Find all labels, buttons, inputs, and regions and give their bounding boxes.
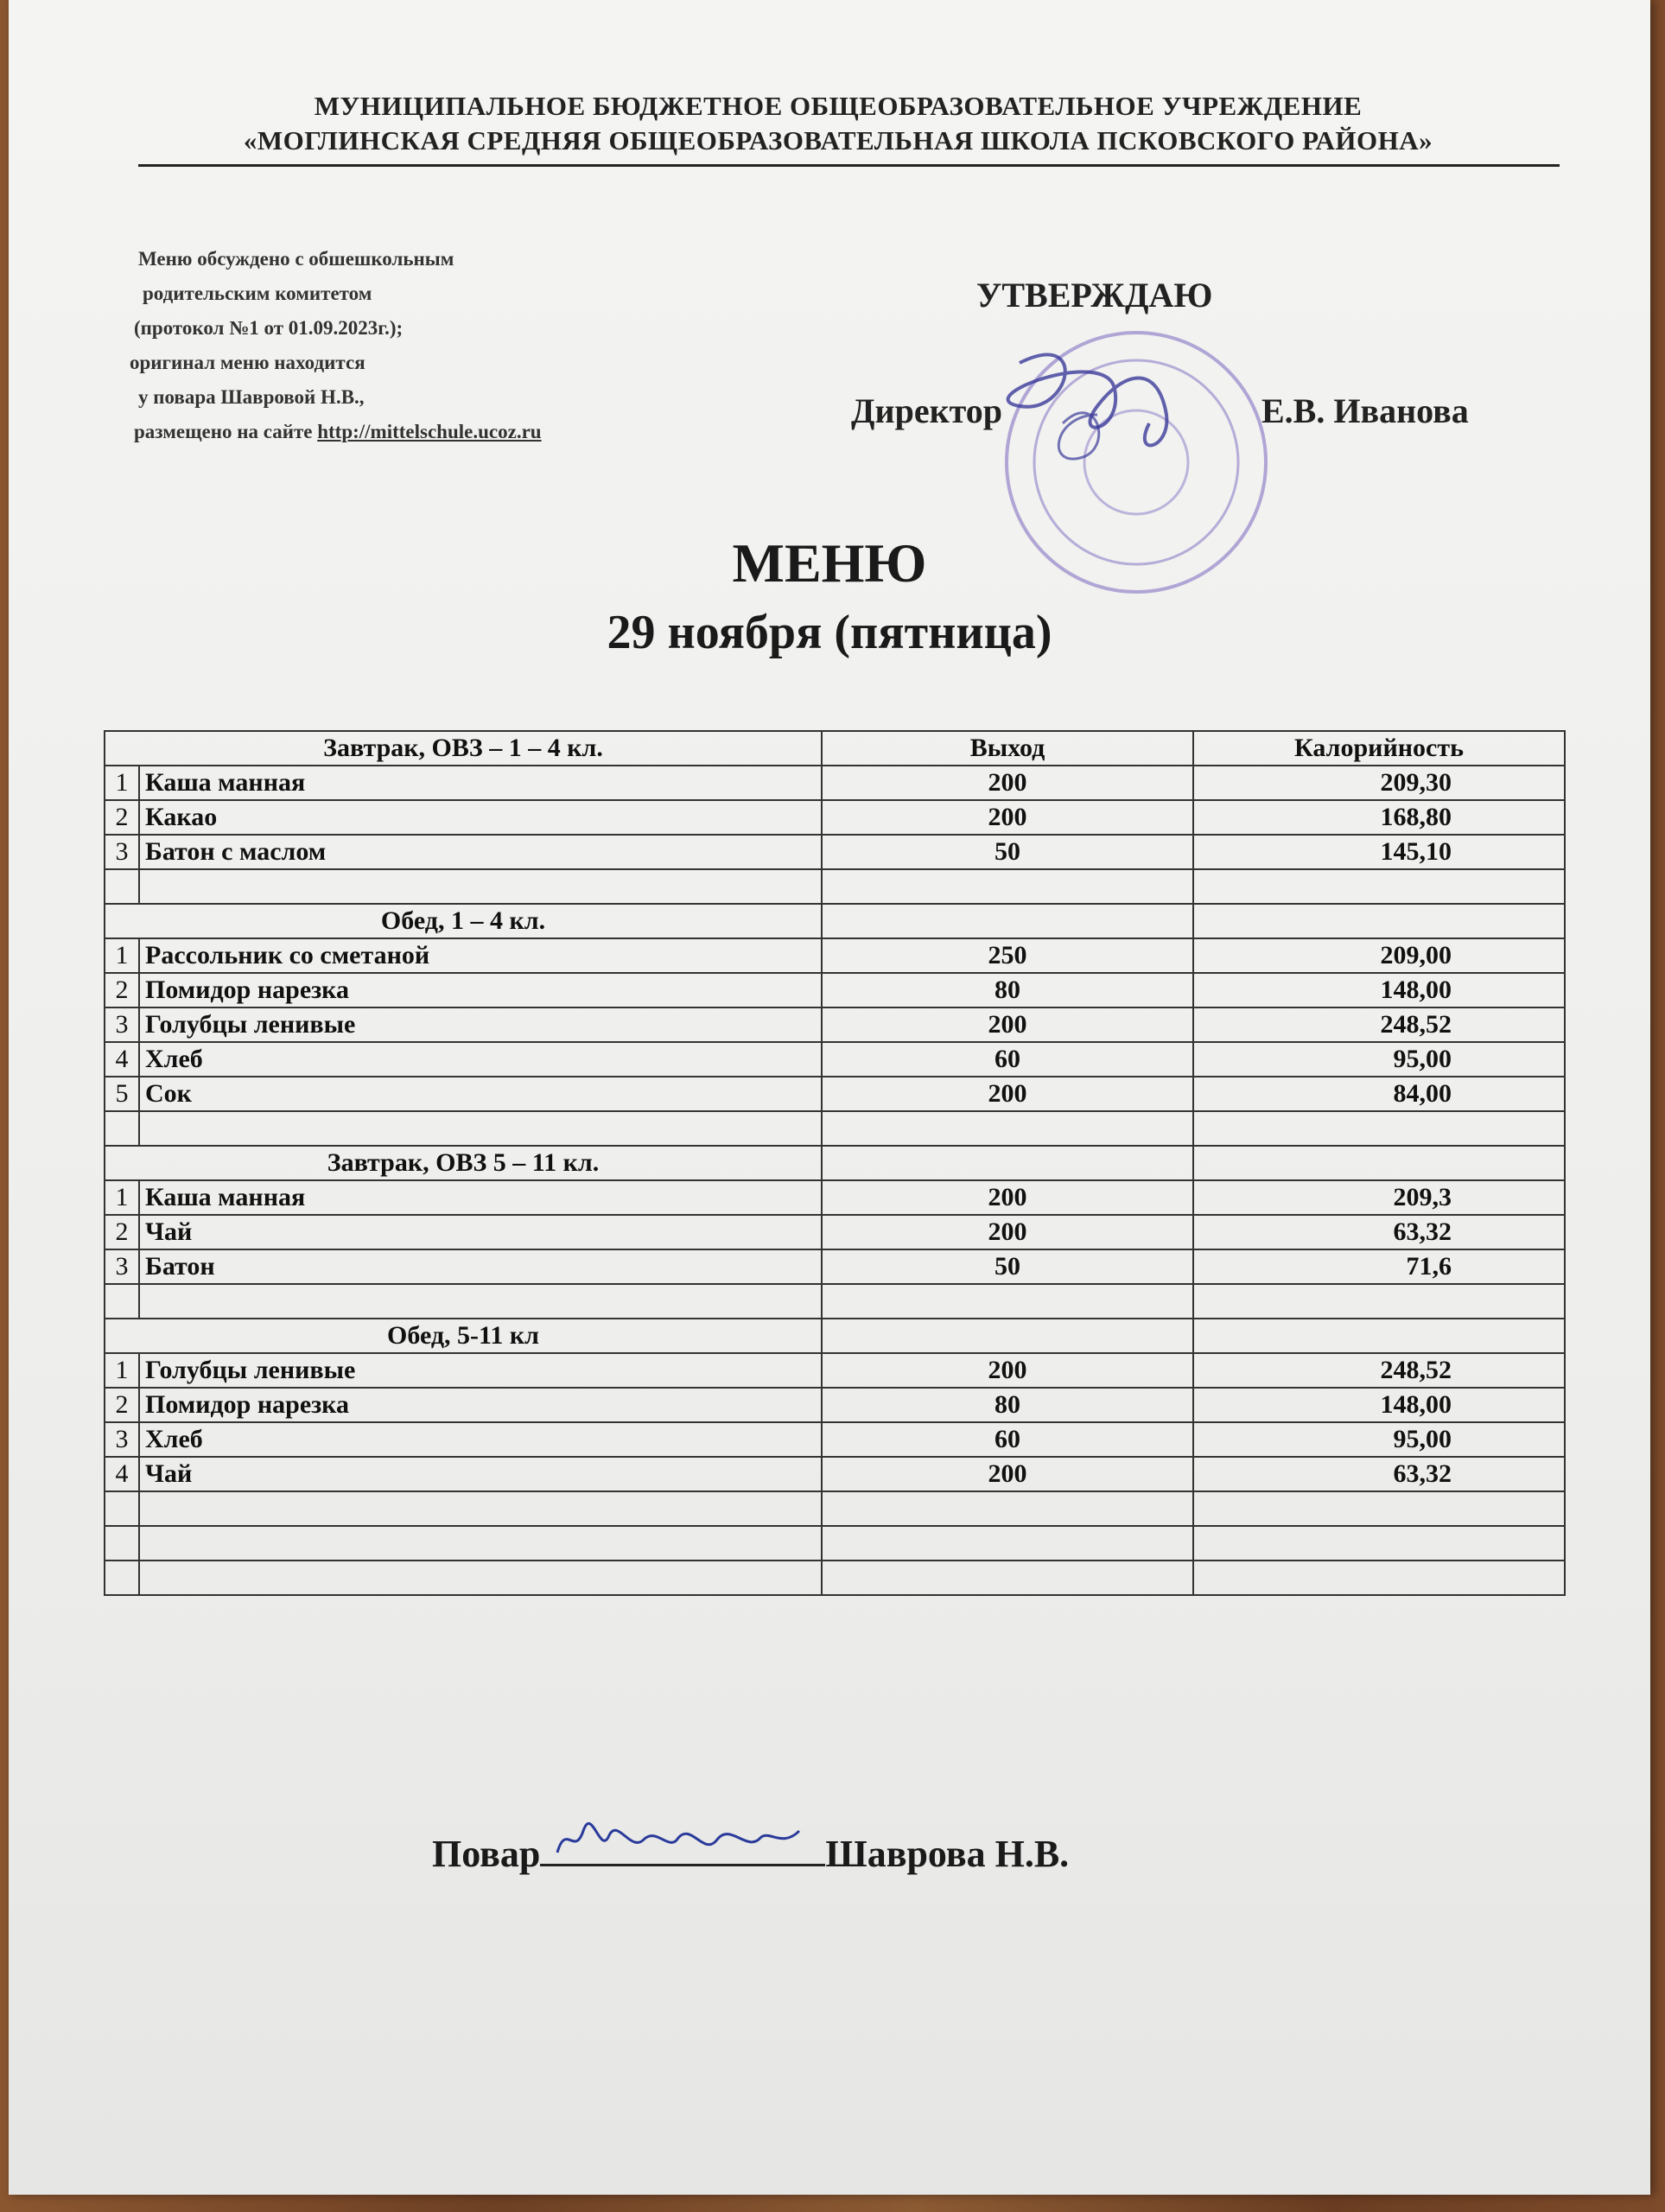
dish-calories: 95,00 xyxy=(1193,1042,1565,1077)
note-site-prefix: размещено на сайте xyxy=(134,421,318,442)
menu-title: МЕНЮ xyxy=(732,532,927,594)
table-row xyxy=(105,1457,1565,1491)
dish-calories: 148,00 xyxy=(1193,973,1565,1007)
row-number: 2 xyxy=(105,973,139,1007)
section-title: Обед, 1 – 4 кл. xyxy=(105,904,822,938)
table-row xyxy=(105,1249,1565,1284)
empty-row xyxy=(105,1111,1565,1146)
cook-handwritten-signature xyxy=(549,1814,808,1866)
section-row xyxy=(105,904,1565,938)
row-number: 2 xyxy=(105,800,139,835)
dish-name: Помидор нарезка xyxy=(139,1388,822,1422)
cook-label: Повар xyxy=(432,1833,541,1875)
school-header-line2: «МОГЛИНСКАЯ СРЕДНЯЯ ОБЩЕОБРАЗОВАТЕЛЬНАЯ ШКОЛА ПСКОВСКОГО РАЙОНА» xyxy=(243,125,1433,156)
row-number: 2 xyxy=(105,1388,139,1422)
row-number: 4 xyxy=(105,1042,139,1077)
dish-output: 200 xyxy=(822,800,1193,835)
row-number: 2 xyxy=(105,1215,139,1249)
dish-name: Чай xyxy=(139,1457,822,1491)
dish-name: Голубцы ленивые xyxy=(139,1353,822,1388)
dish-output: 200 xyxy=(822,1077,1193,1111)
table-header-row xyxy=(105,731,1565,766)
row-number: 1 xyxy=(105,938,139,973)
row-number: 3 xyxy=(105,1422,139,1457)
dish-calories: 63,32 xyxy=(1193,1215,1565,1249)
dish-output: 80 xyxy=(822,973,1193,1007)
dish-name: Чай xyxy=(139,1215,822,1249)
note-line-6 xyxy=(117,415,739,449)
section-title: Обед, 5-11 кл xyxy=(105,1319,822,1353)
dish-calories: 248,52 xyxy=(1193,1353,1565,1388)
dish-name: Хлеб xyxy=(139,1042,822,1077)
table-row xyxy=(105,1388,1565,1422)
dish-calories: 209,3 xyxy=(1193,1180,1565,1215)
dish-name: Батон xyxy=(139,1249,822,1284)
dish-calories: 63,32 xyxy=(1193,1457,1565,1491)
note-line-3: (протокол №1 от 01.09.2023г.); xyxy=(134,317,404,339)
dish-name: Каша манная xyxy=(139,1180,822,1215)
table-row xyxy=(105,835,1565,869)
note-line-5: у повара Шавровой Н.В., xyxy=(138,386,365,408)
dish-calories: 95,00 xyxy=(1193,1422,1565,1457)
empty-row xyxy=(105,1526,1565,1560)
col-header-dish: Завтрак, ОВЗ – 1 – 4 кл. xyxy=(105,731,822,766)
dish-output: 200 xyxy=(822,1215,1193,1249)
dish-name: Рассольник со сметаной xyxy=(139,938,822,973)
empty-row xyxy=(105,1560,1565,1595)
dish-name: Хлеб xyxy=(139,1422,822,1457)
dish-calories: 168,80 xyxy=(1193,800,1565,835)
signature-underline xyxy=(540,1833,825,1866)
dish-output: 200 xyxy=(822,766,1193,800)
menu-date: 29 ноября (пятница) xyxy=(607,606,1052,659)
table-row xyxy=(105,973,1565,1007)
dish-calories: 209,30 xyxy=(1193,766,1565,800)
row-number: 1 xyxy=(105,1353,139,1388)
col-header-output: Выход xyxy=(822,731,1193,766)
table-row xyxy=(105,1077,1565,1111)
dish-calories: 148,00 xyxy=(1193,1388,1565,1422)
dish-calories: 71,6 xyxy=(1193,1249,1565,1284)
table-row xyxy=(105,938,1565,973)
dish-output: 50 xyxy=(822,835,1193,869)
dish-name: Какао xyxy=(139,800,822,835)
dish-calories: 84,00 xyxy=(1193,1077,1565,1111)
header-divider xyxy=(138,164,1560,167)
table-row xyxy=(105,1180,1565,1215)
dish-name: Батон с маслом xyxy=(139,835,822,869)
table-row xyxy=(105,1042,1565,1077)
cook-signature-line xyxy=(432,1832,1069,1876)
dish-output: 250 xyxy=(822,938,1193,973)
table-row xyxy=(105,1422,1565,1457)
dish-output: 200 xyxy=(822,1457,1193,1491)
row-number: 3 xyxy=(105,1249,139,1284)
table-row xyxy=(105,1007,1565,1042)
dish-output: 200 xyxy=(822,1180,1193,1215)
dish-output: 60 xyxy=(822,1422,1193,1457)
dish-name: Сок xyxy=(139,1077,822,1111)
cook-name: Шаврова Н.В. xyxy=(825,1833,1070,1875)
dish-calories: 209,00 xyxy=(1193,938,1565,973)
menu-table xyxy=(104,730,1566,1596)
row-number: 1 xyxy=(105,1180,139,1215)
col-header-calories: Калорийность xyxy=(1193,731,1565,766)
dish-calories: 145,10 xyxy=(1193,835,1565,869)
row-number: 3 xyxy=(105,835,139,869)
row-number: 4 xyxy=(105,1457,139,1491)
table-row xyxy=(105,766,1565,800)
empty-row xyxy=(105,1491,1565,1526)
discussion-note xyxy=(117,242,739,449)
director-label: Директор xyxy=(851,391,1002,430)
school-header-line1: МУНИЦИПАЛЬНОЕ БЮДЖЕТНОЕ ОБЩЕОБРАЗОВАТЕЛЬНОЕ УЧРЕЖДЕНИЕ xyxy=(314,91,1363,121)
menu-document xyxy=(9,0,1650,2195)
director-name: Е.В. Иванова xyxy=(1261,391,1469,430)
row-number: 5 xyxy=(105,1077,139,1111)
table-row xyxy=(105,1215,1565,1249)
empty-row xyxy=(105,1284,1565,1319)
row-number: 3 xyxy=(105,1007,139,1042)
approve-heading: УТВЕРЖДАЮ xyxy=(976,276,1213,315)
dish-output: 200 xyxy=(822,1007,1193,1042)
dish-name: Каша манная xyxy=(139,766,822,800)
row-number: 1 xyxy=(105,766,139,800)
school-site-link[interactable]: http://mittelschule.ucoz.ru xyxy=(317,421,542,442)
note-line-4: оригинал меню находится xyxy=(130,352,365,373)
empty-row xyxy=(105,869,1565,904)
section-row xyxy=(105,1146,1565,1180)
note-line-2: родительским комитетом xyxy=(143,283,372,304)
dish-name: Помидор нарезка xyxy=(139,973,822,1007)
dish-output: 200 xyxy=(822,1353,1193,1388)
dish-output: 50 xyxy=(822,1249,1193,1284)
dish-name: Голубцы ленивые xyxy=(139,1007,822,1042)
table-row xyxy=(105,800,1565,835)
table-row xyxy=(105,1353,1565,1388)
dish-output: 80 xyxy=(822,1388,1193,1422)
dish-output: 60 xyxy=(822,1042,1193,1077)
section-title: Завтрак, ОВЗ 5 – 11 кл. xyxy=(105,1146,822,1180)
note-line-1: Меню обсуждено с обшешкольным xyxy=(138,248,454,270)
dish-calories: 248,52 xyxy=(1193,1007,1565,1042)
section-row xyxy=(105,1319,1565,1353)
